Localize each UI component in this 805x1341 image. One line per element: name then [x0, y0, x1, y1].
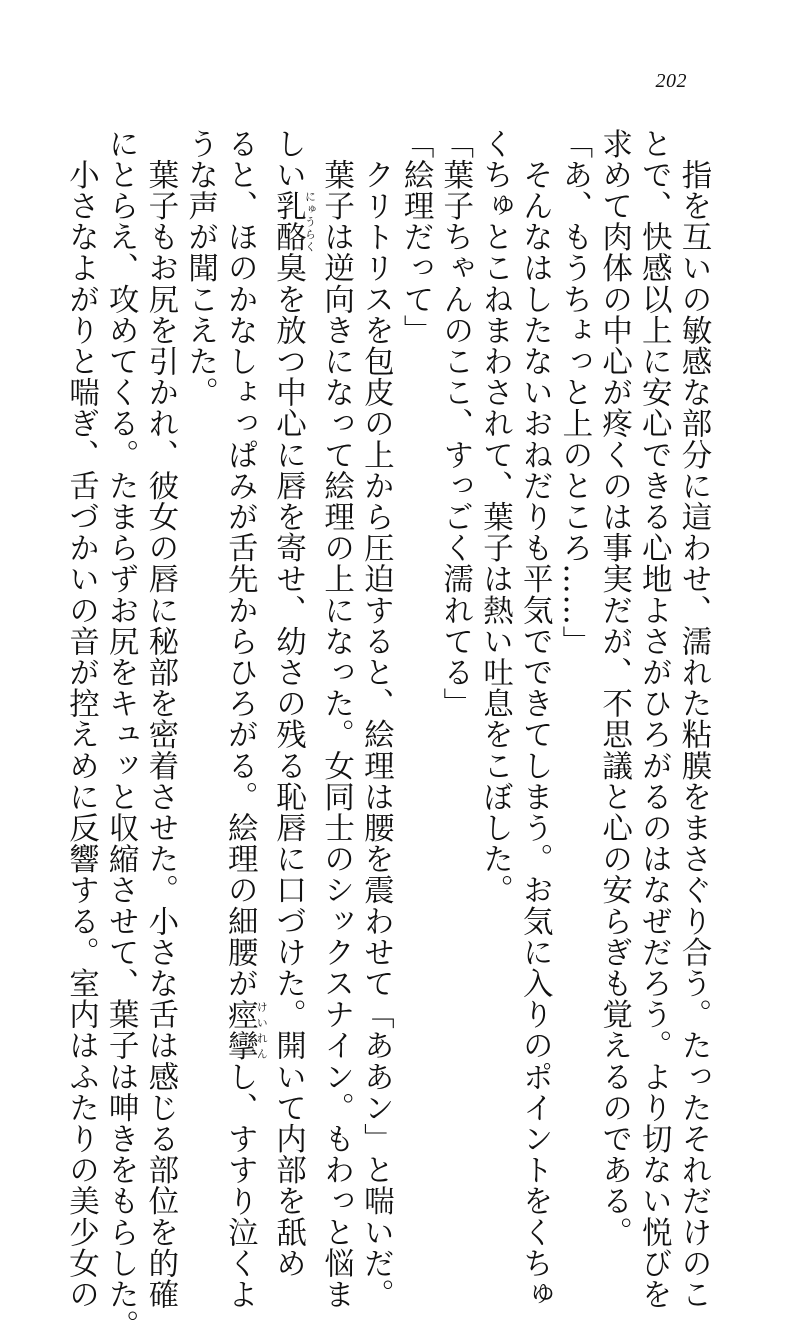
text-line: 求めて肉体の中心が疼くのは事実だが、不思議と心の安らぎも覚えるのである。	[596, 128, 632, 1248]
ruby-annotation: 乳酪にゅうらく	[270, 190, 317, 253]
text-line: しい乳酪にゅうらく臭を放つ中心に唇を寄せ、幼さの残る恥唇に口づけた。開いて内部を舐め	[270, 128, 317, 1279]
page-number: 202	[655, 70, 687, 92]
text-line: 葉子は逆向きになって絵理の上になった。女同士のシックスナイン。もわっと悩ま	[318, 128, 354, 1310]
text-line: クリトリスを包皮の上から圧迫すると、絵理は腰を震わせて「ああン」と喘いだ。	[358, 128, 394, 1310]
ruby-annotation: 痙攣けいれん	[222, 998, 269, 1062]
text-line: とで、快感以上に安心できる心地よさがひろがるのはなぜだろう。より切ない悦びを	[636, 128, 672, 1310]
text-line: ると、ほのかなしょっぱみが舌先からひろがる。絵理の細腰が痙攣けいれんし、すすり泣くよ	[222, 128, 269, 1310]
text-line: くちゅとこねまわされて、葉子は熱い吐息をこぼした。	[477, 128, 513, 906]
text-line: にとらえ、攻めてくる。たまらずお尻をキュッと収縮させて、葉子は呻きをもらした。	[103, 128, 139, 1341]
text-line: うな声が聞こえた。	[182, 128, 218, 408]
text-line: そんなはしたないおねだりも平気でできてしまう。お気に入りのポイントをくちゅ	[517, 128, 553, 1310]
ruby-reading: にゅうらく	[303, 190, 317, 253]
text-line: 指を互いの敏感な部分に這わせ、濡れた粘膜をまさぐり合う。たったそれだけのこ	[676, 128, 711, 1310]
body-text	[61, 128, 713, 1341]
ruby-reading: けいれん	[255, 998, 269, 1061]
text-line: 小さなよがりと喘ぎ、舌づかいの音が控えめに反響する。室内はふたりの美少女の	[63, 128, 99, 1310]
text-line: 「あ、もうちょっと上のところ……」	[556, 128, 592, 657]
text-line: 葉子もお尻を引かれ、彼女の唇に秘部を密着させた。小さな舌は感じる部位を的確	[142, 128, 178, 1310]
text-line: 「絵理だって」	[398, 128, 434, 346]
text-line: 「葉子ちゃんのここ、すっごく濡れてる」	[437, 128, 473, 719]
